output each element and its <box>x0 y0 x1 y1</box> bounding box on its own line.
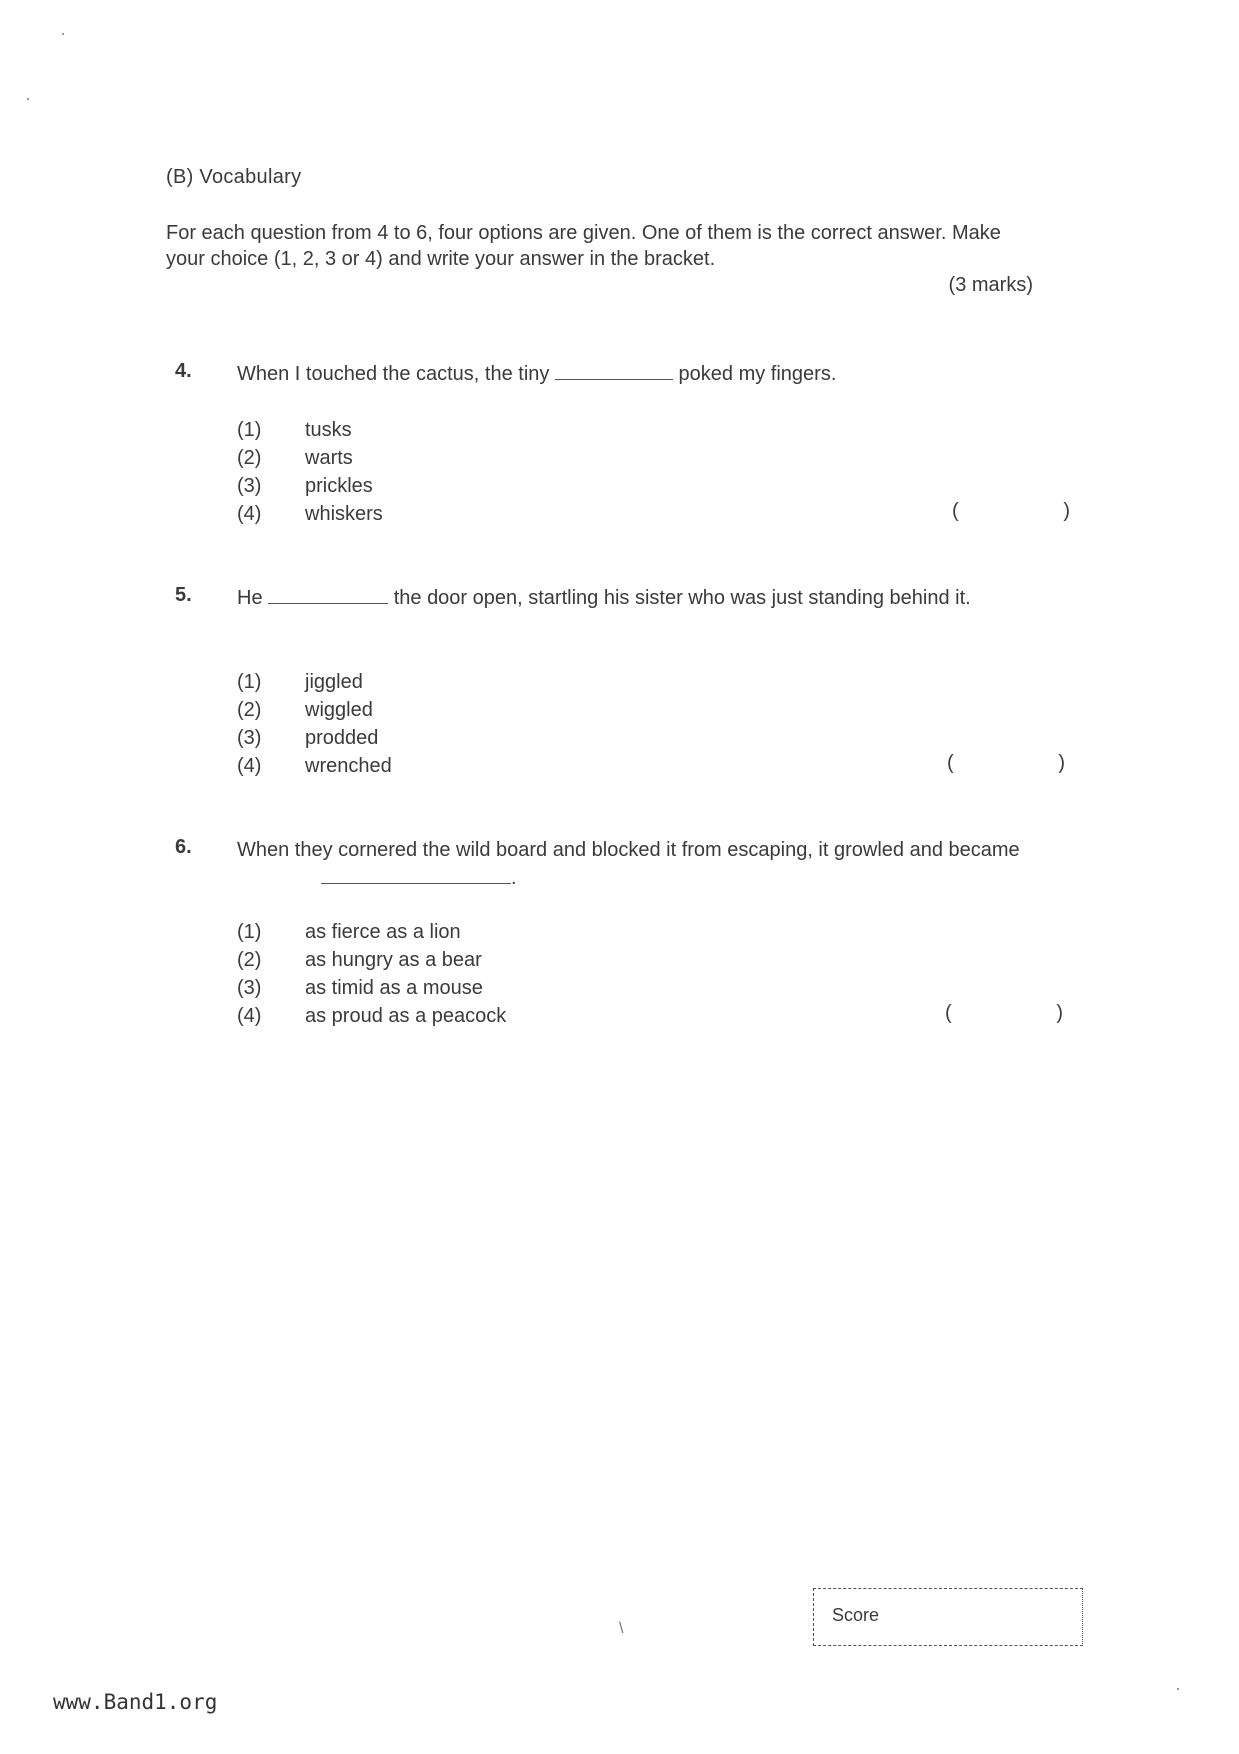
option-number: (4) <box>237 1005 262 1027</box>
option-number: (2) <box>237 699 262 721</box>
option-number: (1) <box>237 671 262 693</box>
question-number: 4. <box>175 360 192 382</box>
option-number: (4) <box>237 755 262 777</box>
bracket-close: ) <box>1058 752 1065 774</box>
bracket-open: ( <box>947 752 954 774</box>
score-label: Score <box>832 1605 880 1625</box>
option-number: (2) <box>237 949 262 971</box>
option-text: whiskers <box>305 503 383 525</box>
bracket-open: ( <box>952 500 959 522</box>
option-number: (1) <box>237 921 262 943</box>
option-text: tusks <box>305 419 352 441</box>
option-text: prickles <box>305 475 373 497</box>
option-number: (3) <box>237 727 262 749</box>
section-marks: (3 marks) <box>948 274 1033 296</box>
question-text <box>237 360 1057 388</box>
question-text <box>237 836 1057 892</box>
question-text-before: When I touched the cactus, the tiny <box>237 363 550 385</box>
answer-bracket[interactable] <box>952 500 1070 523</box>
answer-bracket[interactable] <box>947 752 1065 775</box>
score-box[interactable] <box>813 1588 1083 1646</box>
option-text: as fierce as a lion <box>305 921 461 943</box>
option-text: as proud as a peacock <box>305 1005 507 1027</box>
option-text: as hungry as a bear <box>305 949 482 971</box>
answer-blank <box>321 865 511 884</box>
option-text: as timid as a mouse <box>305 977 483 999</box>
option-text: prodded <box>305 727 379 749</box>
scan-speck <box>27 98 29 100</box>
answer-blank <box>268 585 388 604</box>
scan-speck <box>62 33 64 35</box>
option-number: (1) <box>237 419 262 441</box>
question-text <box>237 584 1057 612</box>
option-text: warts <box>305 447 353 469</box>
question-number: 5. <box>175 584 192 606</box>
answer-blank <box>555 361 673 380</box>
section-title: (B) Vocabulary <box>166 166 302 188</box>
page-mark: \ <box>619 1620 624 1637</box>
section-instructions: For each question from 4 to 6, four options are given. One of them is the correct answer. Make your choice (1, 2, 3 or 4) and write your answer in the bracket. <box>166 222 1001 270</box>
question-number: 6. <box>175 836 192 858</box>
bracket-open: ( <box>945 1002 952 1024</box>
question-text-after: poked my fingers. <box>678 363 837 385</box>
option-number: (2) <box>237 447 262 469</box>
question-text-after: the door open, startling his sister who was just standing behind it. <box>393 587 971 609</box>
option-number: (3) <box>237 475 262 497</box>
option-number: (4) <box>237 503 262 525</box>
bracket-close: ) <box>1063 500 1070 522</box>
option-number: (3) <box>237 977 262 999</box>
scan-speck <box>1177 1688 1179 1690</box>
option-text: jiggled <box>305 671 363 693</box>
question-text-after: . <box>511 867 517 889</box>
bracket-close: ) <box>1056 1002 1063 1024</box>
question-text-before: When they cornered the wild board and blocked it from escaping, it growled and became <box>237 839 1020 861</box>
answer-bracket[interactable] <box>945 1002 1063 1025</box>
option-text: wrenched <box>305 755 392 777</box>
question-text-before: He <box>237 587 263 609</box>
option-text: wiggled <box>305 699 373 721</box>
footer-url: www.Band1.org <box>53 1690 218 1714</box>
